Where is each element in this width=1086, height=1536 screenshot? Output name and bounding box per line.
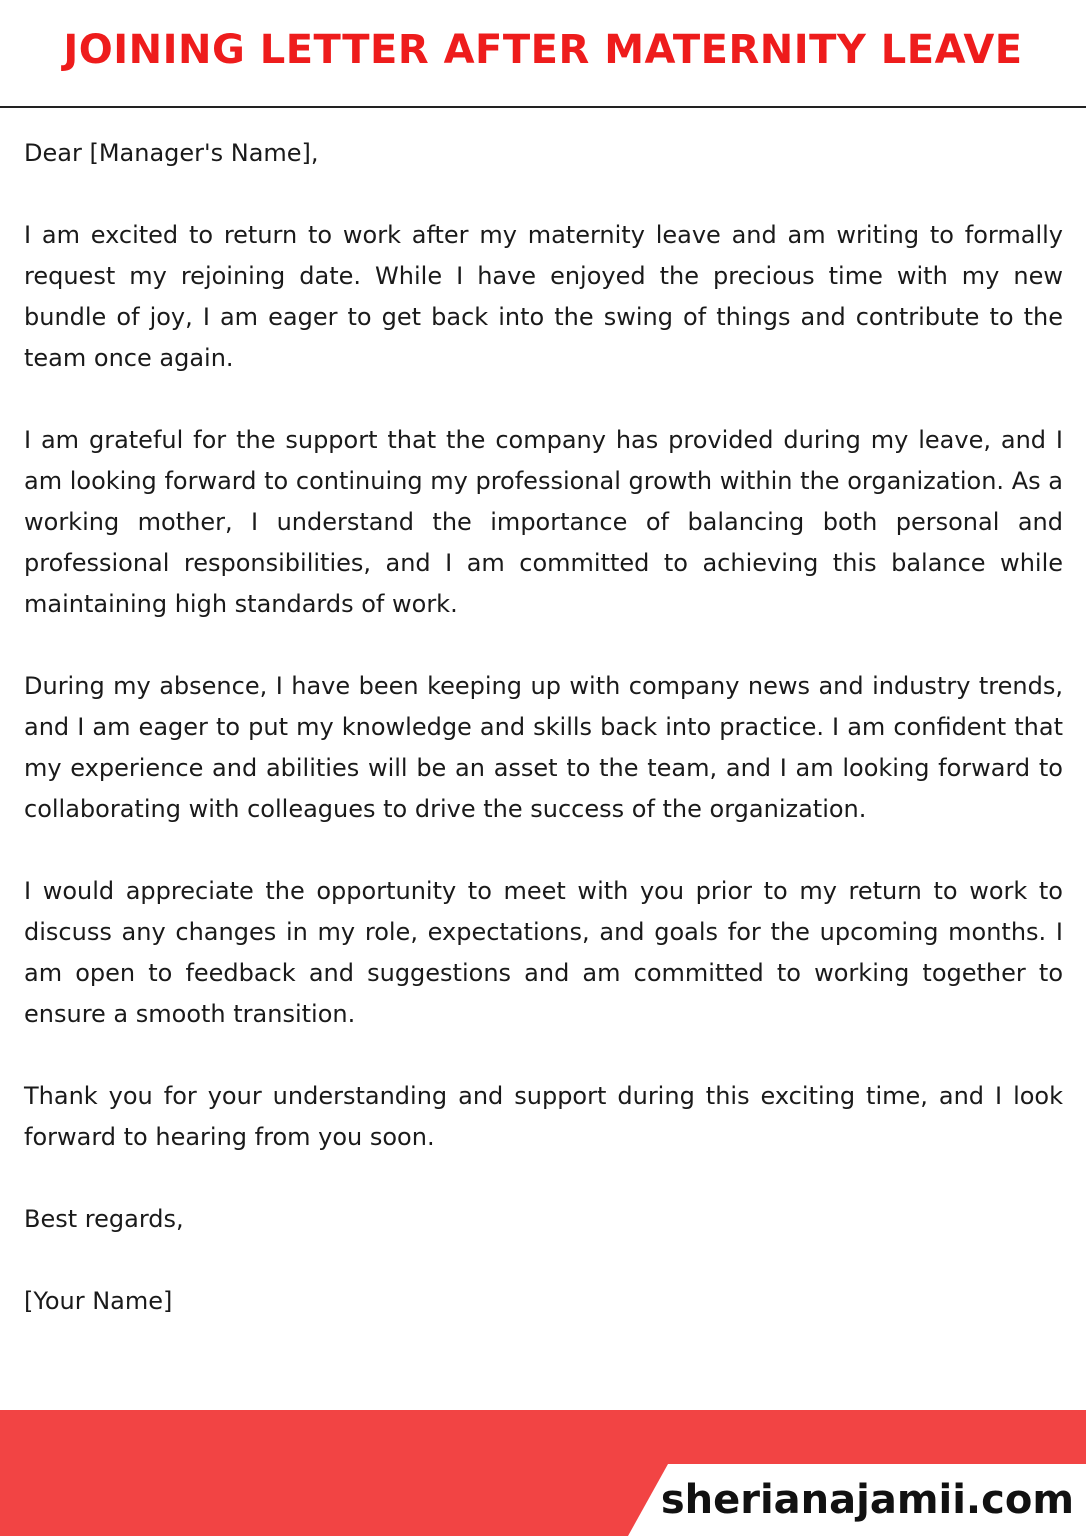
- page-title: JOINING LETTER AFTER MATERNITY LEAVE: [63, 27, 1023, 73]
- paragraph-1: I am excited to return to work after my maternity leave and am writing to formally request my rejoining date. While I have enjoyed the precious time with my new bundle of joy, I am eager to get back into the swing of things and contribute to the team once again.: [24, 221, 1063, 372]
- closing: Best regards,: [24, 1205, 184, 1233]
- letter-body: [24, 133, 1063, 1322]
- brand-website: sherianajamii.com: [660, 1477, 1074, 1523]
- paragraph-2: I am grateful for the support that the company has provided during my leave, and I am looking forward to continuing my professional growth within the organization. As a working mother, I understand the importance of balancing both personal and professional responsibilities, and I am committed to achieving this balance while maintaining high standards of work.: [24, 426, 1063, 618]
- paragraph-3: During my absence, I have been keeping up with company news and industry trends, and I am eager to put my knowledge and skills back into practice. I am confident that my experience and abilities will be an asset to the team, and I am looking forward to collaborating with colleagues to drive the success of the organization.: [24, 672, 1063, 823]
- title-bar: [0, 0, 1086, 108]
- paragraph-4: I would appreciate the opportunity to meet with you prior to my return to work to discuss any changes in my role, expectations, and goals for the upcoming months. I am open to feedback and suggestions and am committed to working together to ensure a smooth transition.: [24, 877, 1063, 1028]
- signature: [Your Name]: [24, 1287, 173, 1315]
- paragraph-5: Thank you for your understanding and support during this exciting time, and I look forward to hearing from you soon.: [24, 1082, 1063, 1151]
- salutation: Dear [Manager's Name],: [24, 139, 319, 167]
